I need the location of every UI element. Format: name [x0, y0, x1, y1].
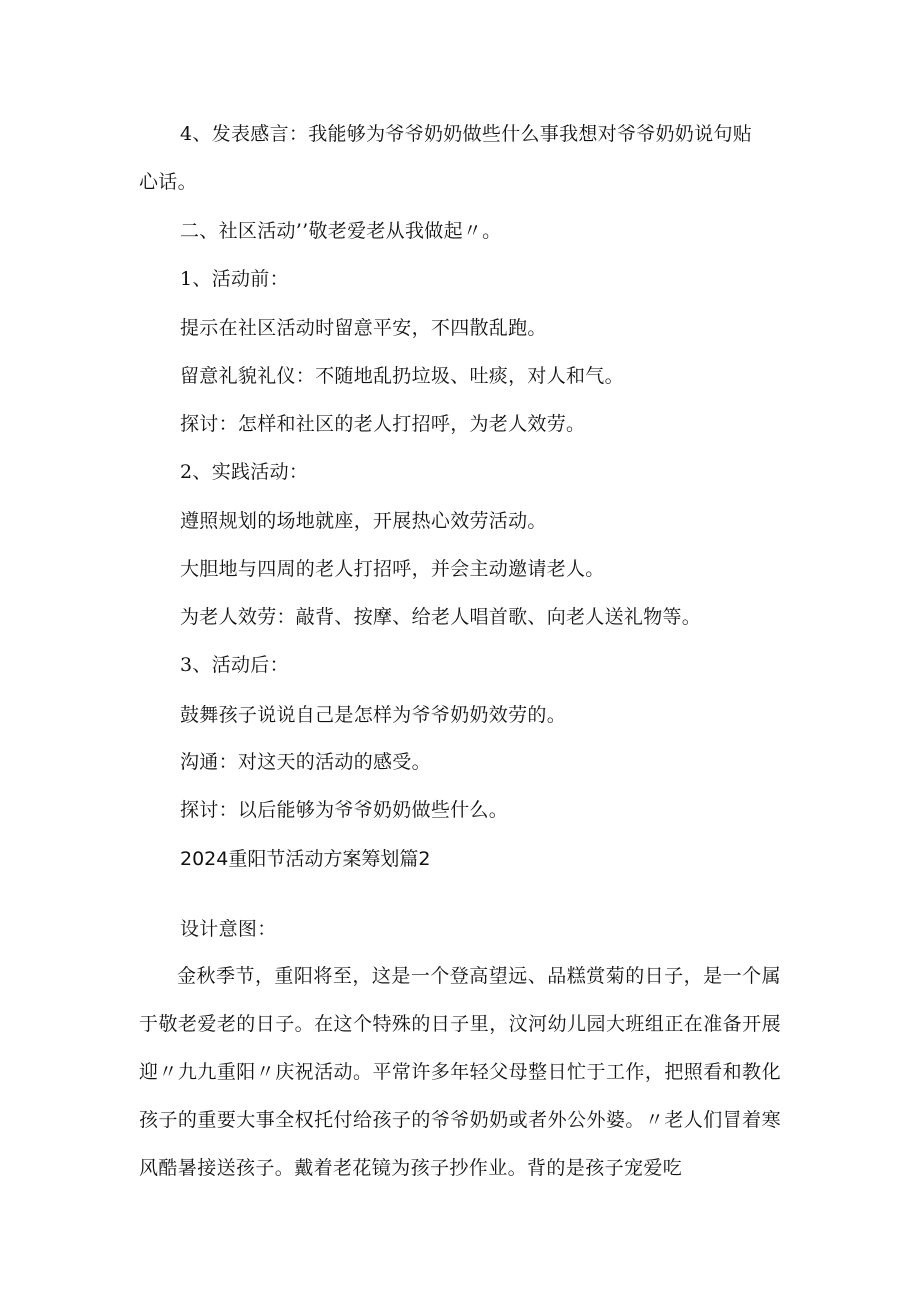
text-line: 鼓舞孩子说说自己是怎样为爷爷奶奶效劳的。: [180, 704, 567, 726]
text-line: 沟通：对这天的活动的感受。: [180, 751, 431, 773]
subsection-heading: 2、实践活动：: [180, 461, 309, 483]
text-line: 设计意图：: [180, 918, 277, 940]
text-line: 4、发表感言：我能够为爷爷奶奶做些什么事我想对爷爷奶奶说句贴: [180, 123, 753, 145]
article-title: 2024重阳节活动方案筹划篇2: [180, 848, 431, 870]
text-line: 心话。: [139, 171, 197, 193]
body-paragraph: 金秋季节，重阳将至，这是一个登高望远、品糕赏菊的日子，是一个属于敬老爱老的日子。在这个特殊的日子里，汶河幼儿园大班组正在准备开展迎〃九九重阳〃庆祝活动。平常许多年轻父母整日忙于工作，把照看和教化孩子的重要大事全权托付给孩子的爷爷奶奶或者外公外婆。〃老人们冒着寒风酷暑接送孩子。戴着老花镜为孩子抄作业。背的是孩子宠爱吃: [139, 965, 781, 1179]
text-line: 遵照规划的场地就座，开展热心效劳活动。: [180, 510, 547, 532]
text-line: 为老人效劳：敲背、按摩、给老人唱首歌、向老人送礼物等。: [180, 606, 702, 628]
section-heading: 二、社区活动’’敬老爱老从我做起〃。: [180, 220, 502, 242]
text-line: 大胆地与四周的老人打招呼，并会主动邀请老人。: [180, 558, 605, 580]
text-line: 探讨：以后能够为爷爷奶奶做些什么。: [180, 799, 509, 821]
subsection-heading: 1、活动前：: [180, 268, 289, 290]
text-line: 留意礼貌礼仪：不随地乱扔垃圾、吐痰，对人和气。: [180, 365, 624, 387]
text-line: 提示在社区活动时留意平安，不四散乱跑。: [180, 317, 547, 339]
text-line: 探讨：怎样和社区的老人打招呼，为老人效劳。: [180, 413, 586, 435]
subsection-heading: 3、活动后：: [180, 654, 289, 676]
